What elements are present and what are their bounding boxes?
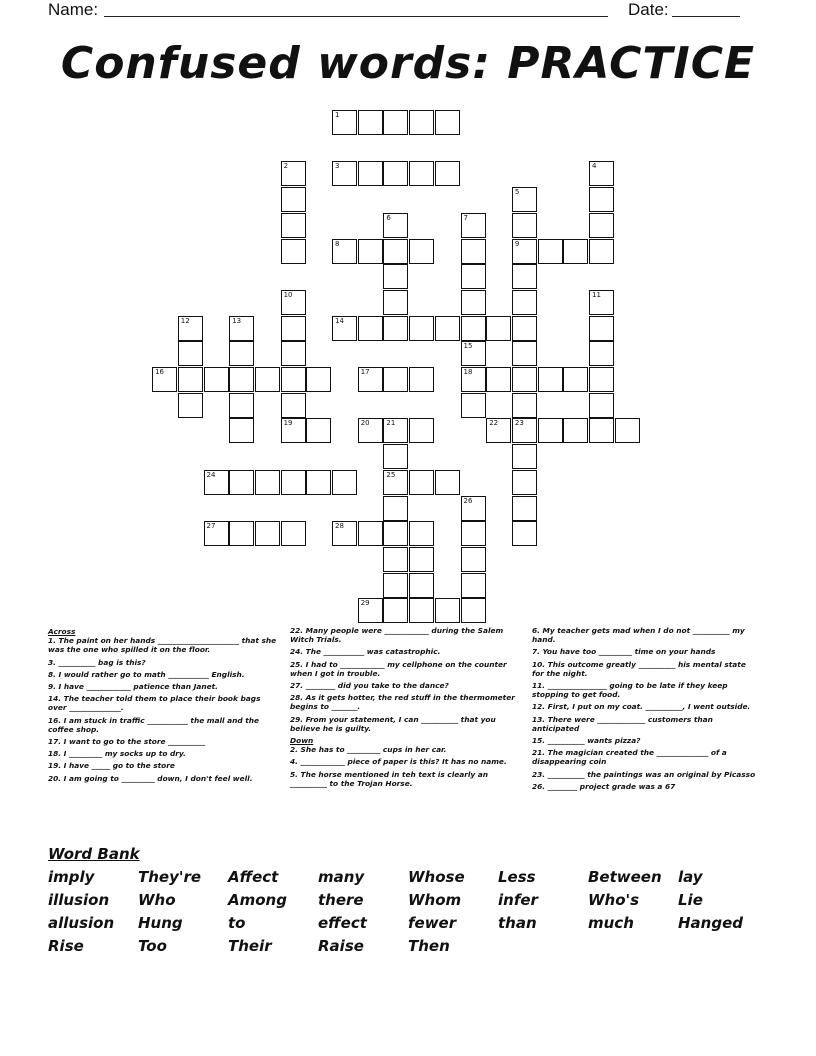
- crossword-cell[interactable]: [589, 187, 614, 212]
- clue-number: 27: [206, 522, 216, 531]
- crossword-cell[interactable]: [486, 367, 511, 392]
- crossword-cell[interactable]: [178, 367, 203, 392]
- page-title: Confused words: PRACTICE: [60, 38, 756, 89]
- clue-number: 18: [463, 368, 473, 376]
- clue-text: 3. __________ bag is this?: [48, 657, 146, 667]
- crossword-cell[interactable]: [383, 496, 408, 521]
- crossword-cell[interactable]: [512, 264, 537, 289]
- clue-number: 20: [360, 419, 370, 428]
- clue-text: 20. I am going to _________ down, I don't feel well.: [48, 773, 253, 783]
- clue-text: 26. ________ project grade was a 67: [532, 781, 676, 791]
- crossword-cell[interactable]: [512, 418, 537, 443]
- crossword-cell[interactable]: [461, 598, 486, 623]
- clue-text: 7. You have too _________ time on your hands: [532, 647, 716, 657]
- crossword-cell[interactable]: [563, 239, 588, 264]
- word-bank-word: Among: [228, 891, 287, 909]
- crossword-cell[interactable]: [589, 290, 614, 315]
- clue-column-2: [290, 626, 518, 791]
- word-bank-word: Whose: [408, 868, 465, 886]
- word-bank-word: effect: [318, 914, 367, 932]
- crossword-cell[interactable]: [281, 470, 306, 495]
- crossword-cell[interactable]: [332, 521, 357, 546]
- crossword-cell[interactable]: [409, 547, 434, 572]
- crossword-cell[interactable]: [409, 367, 434, 392]
- crossword-cell[interactable]: [589, 418, 614, 443]
- clue-number: 1: [335, 111, 340, 119]
- clue-text: 10. This outcome greatly __________ his mental state for the night.: [532, 659, 746, 678]
- clue-number: 23: [514, 419, 524, 428]
- clue-text: 13. There were _____________ customers than anticipated: [532, 714, 713, 733]
- clue-text: 25. I had to ____________ my cellphone on the counter when I got in trouble.: [290, 659, 507, 678]
- clue-number: 21: [386, 419, 396, 428]
- crossword-cell[interactable]: [383, 161, 408, 186]
- crossword-cell[interactable]: [589, 316, 614, 341]
- clue-text: 29. From your statement, I can __________ that you believe he is guilty.: [290, 714, 496, 733]
- crossword-cell[interactable]: [435, 110, 460, 135]
- crossword-cell[interactable]: [332, 161, 357, 186]
- crossword-cell[interactable]: [383, 290, 408, 315]
- crossword-cell[interactable]: [589, 393, 614, 418]
- clue-text: 18. I _________ my socks up to dry.: [48, 749, 186, 759]
- crossword-cell[interactable]: [332, 316, 357, 341]
- clue-number: 22: [489, 419, 499, 428]
- crossword-cell[interactable]: [255, 470, 280, 495]
- crossword-cell[interactable]: [461, 213, 486, 238]
- word-bank-word: Who's: [588, 891, 640, 909]
- clue-column-1: [48, 626, 280, 786]
- clue-text: 27. ________ did you take to the dance?: [290, 681, 449, 691]
- crossword-cell[interactable]: [589, 367, 614, 392]
- word-bank-word: Then: [408, 937, 450, 955]
- crossword-cell[interactable]: [461, 573, 486, 598]
- clue-text: 16. I am stuck in traffic ___________ the mall and the coffee shop.: [48, 715, 260, 734]
- crossword-cell[interactable]: [512, 341, 537, 366]
- crossword-cell[interactable]: [281, 239, 306, 264]
- clue-number: 9: [514, 239, 520, 248]
- crossword-cell[interactable]: [281, 418, 306, 443]
- clue-number: 17: [360, 368, 370, 376]
- word-bank-word: Raise: [318, 937, 364, 955]
- clue-number: 6: [386, 213, 391, 222]
- clue-text: 1. The paint on her hands ______________________ that she was the one who spilled it on the floor.: [48, 636, 277, 655]
- crossword-cell[interactable]: [461, 264, 486, 289]
- crossword-cell[interactable]: [358, 316, 383, 341]
- crossword-cell[interactable]: [461, 341, 486, 366]
- word-bank-word: Hanged: [678, 914, 744, 932]
- clue-text: 24. The ___________ was catastrophic.: [290, 647, 441, 657]
- crossword-cell[interactable]: [229, 521, 254, 546]
- crossword-cell[interactable]: [486, 316, 511, 341]
- crossword-cell[interactable]: [229, 393, 254, 418]
- word-bank-word: Hung: [138, 914, 183, 932]
- word-bank-word: illusion: [48, 891, 110, 909]
- crossword-cell[interactable]: [589, 161, 614, 186]
- crossword-cell[interactable]: [281, 161, 306, 186]
- crossword-cell[interactable]: [152, 367, 177, 392]
- crossword-cell[interactable]: [461, 316, 486, 341]
- word-bank-word: many: [318, 868, 365, 886]
- date-label: Date:: [628, 0, 669, 19]
- word-bank-word: Who: [138, 891, 176, 909]
- clue-number: 24: [206, 470, 216, 479]
- crossword-cell[interactable]: [461, 547, 486, 572]
- word-bank-word: They're: [138, 868, 202, 886]
- crossword-cell[interactable]: [512, 213, 537, 238]
- word-bank-word: to: [228, 914, 246, 932]
- crossword-cell[interactable]: [332, 239, 357, 264]
- clue-text: 19. I have _____ go to the store: [48, 761, 175, 771]
- crossword-cell[interactable]: [435, 598, 460, 623]
- crossword-cell[interactable]: [358, 110, 383, 135]
- word-bank-word: Whom: [408, 891, 462, 909]
- clue-text: 8. I would rather go to math ___________ English.: [48, 669, 245, 679]
- crossword-cell[interactable]: [358, 418, 383, 443]
- crossword-cell[interactable]: [512, 393, 537, 418]
- word-bank-word: Too: [138, 937, 167, 955]
- crossword-cell[interactable]: [383, 418, 408, 443]
- crossword-cell[interactable]: [383, 239, 408, 264]
- word-bank-word: much: [588, 914, 634, 932]
- word-bank-word: Less: [498, 868, 536, 886]
- crossword-cell[interactable]: [358, 598, 383, 623]
- crossword-cell[interactable]: [486, 418, 511, 443]
- clue-number: 4: [592, 162, 597, 171]
- clue-number: 13: [232, 316, 242, 325]
- crossword-cell[interactable]: [229, 418, 254, 443]
- clue-section-heading: Across: [48, 627, 76, 636]
- word-bank-word: allusion: [48, 914, 115, 932]
- crossword-cell[interactable]: [538, 418, 563, 443]
- clue-number: 2: [283, 162, 289, 171]
- clue-number: 14: [335, 316, 344, 325]
- crossword-cell[interactable]: [204, 521, 229, 546]
- word-bank-word: Rise: [48, 937, 84, 955]
- crossword-cell[interactable]: [512, 521, 537, 546]
- clue-text: 6. My teacher gets mad when I do not __________ my hand.: [532, 626, 745, 645]
- crossword-cell[interactable]: [383, 264, 408, 289]
- clue-text: 14. The teacher told them to place their book bags over ______________.: [48, 694, 261, 713]
- word-bank-title: Word Bank: [48, 845, 140, 863]
- clue-text: 15. __________ wants pizza?: [532, 736, 641, 746]
- clue-number: 7: [463, 213, 468, 222]
- crossword-cell[interactable]: [589, 213, 614, 238]
- crossword-cell[interactable]: [204, 367, 229, 392]
- crossword-cell[interactable]: [461, 521, 486, 546]
- crossword-cell[interactable]: [409, 239, 434, 264]
- clue-text: 23. __________ the paintings was an original by Picasso: [532, 769, 756, 779]
- clue-text: 28. As it gets hotter, the red stuff in the thermometer begins to _______.: [290, 693, 515, 712]
- word-bank-word: Lie: [678, 891, 703, 909]
- clue-number: 8: [335, 239, 340, 248]
- word-bank-word: infer: [498, 891, 538, 909]
- clue-text: 2. She has to _________ cups in her car.: [290, 745, 447, 755]
- crossword-cell[interactable]: [383, 213, 408, 238]
- crossword-cell[interactable]: [178, 393, 203, 418]
- crossword-cell[interactable]: [383, 110, 408, 135]
- word-bank-word: imply: [48, 868, 95, 886]
- crossword-cell[interactable]: [255, 521, 280, 546]
- crossword-cell[interactable]: [435, 161, 460, 186]
- crossword-cell[interactable]: [512, 444, 537, 469]
- crossword-cell[interactable]: [409, 161, 434, 186]
- crossword-cell[interactable]: [229, 316, 254, 341]
- clue-number: 26: [463, 496, 473, 505]
- crossword-cell[interactable]: [383, 316, 408, 341]
- crossword-cell[interactable]: [538, 239, 563, 264]
- crossword-cell[interactable]: [461, 239, 486, 264]
- word-bank-word: lay: [678, 868, 703, 886]
- crossword-cell[interactable]: [229, 470, 254, 495]
- crossword-cell[interactable]: [178, 341, 203, 366]
- clue-number: 19: [283, 419, 293, 428]
- crossword-cell[interactable]: [461, 496, 486, 521]
- crossword-cell[interactable]: [615, 418, 640, 443]
- crossword-cell[interactable]: [229, 367, 254, 392]
- crossword-cell[interactable]: [512, 367, 537, 392]
- clue-number: 28: [335, 522, 344, 531]
- crossword-cell[interactable]: [383, 573, 408, 598]
- crossword-cell[interactable]: [306, 367, 331, 392]
- crossword-cell[interactable]: [409, 316, 434, 341]
- crossword-cell[interactable]: [512, 496, 537, 521]
- crossword-cell[interactable]: [512, 239, 537, 264]
- crossword-cell[interactable]: [589, 239, 614, 264]
- crossword-cell[interactable]: [512, 316, 537, 341]
- crossword-cell[interactable]: [281, 213, 306, 238]
- crossword-cell[interactable]: [204, 470, 229, 495]
- crossword-cell[interactable]: [461, 367, 486, 392]
- word-bank-word: Their: [228, 937, 272, 955]
- clue-number: 5: [514, 188, 520, 197]
- clue-text: 21. The magician created the ______________ of a disappearing coin: [532, 748, 727, 767]
- crossword-cell[interactable]: [281, 367, 306, 392]
- crossword-cell[interactable]: [358, 161, 383, 186]
- clue-text: 12. First, I put on my coat. __________, I went outside.: [532, 702, 751, 712]
- crossword-cell[interactable]: [409, 598, 434, 623]
- crossword-cell[interactable]: [358, 521, 383, 546]
- crossword-cell[interactable]: [358, 367, 383, 392]
- clue-number: 16: [155, 368, 165, 376]
- crossword-cell[interactable]: [383, 367, 408, 392]
- crossword-cell[interactable]: [383, 521, 408, 546]
- crossword-cell[interactable]: [409, 521, 434, 546]
- crossword-cell[interactable]: [383, 470, 408, 495]
- crossword-cell[interactable]: [461, 290, 486, 315]
- clue-number: 11: [592, 290, 601, 299]
- crossword-cell[interactable]: [538, 367, 563, 392]
- clue-text: 4. ____________ piece of paper is this? It has no name.: [290, 757, 507, 767]
- crossword-cell[interactable]: [383, 598, 408, 623]
- crossword-cell[interactable]: [281, 316, 306, 341]
- crossword-cell[interactable]: [281, 521, 306, 546]
- clue-number: 3: [335, 162, 340, 171]
- crossword-cell[interactable]: [512, 470, 537, 495]
- crossword-cell[interactable]: [409, 470, 434, 495]
- crossword-cell[interactable]: [409, 418, 434, 443]
- clue-number: 29: [360, 599, 370, 608]
- clue-number: 10: [283, 290, 293, 299]
- crossword-cell[interactable]: [358, 239, 383, 264]
- crossword-cell[interactable]: [435, 470, 460, 495]
- crossword-cell[interactable]: [281, 341, 306, 366]
- crossword-cell[interactable]: [512, 290, 537, 315]
- crossword-cell[interactable]: [332, 110, 357, 135]
- crossword-cell[interactable]: [461, 393, 486, 418]
- word-bank-word: than: [498, 914, 537, 932]
- clue-text: 5. The horse mentioned in teh text is clearly an __________ to the Trojan Horse.: [290, 769, 489, 788]
- crossword-cell[interactable]: [512, 187, 537, 212]
- crossword-cell[interactable]: [563, 367, 588, 392]
- crossword-cell[interactable]: [306, 470, 331, 495]
- crossword-cell[interactable]: [306, 418, 331, 443]
- clue-text: 17. I want to go to the store __________: [48, 737, 206, 747]
- crossword-cell[interactable]: [383, 547, 408, 572]
- crossword-cell[interactable]: [563, 418, 588, 443]
- crossword-cell[interactable]: [178, 316, 203, 341]
- crossword-cell[interactable]: [281, 393, 306, 418]
- crossword-cell[interactable]: [589, 341, 614, 366]
- clue-section-heading: Down: [290, 736, 314, 746]
- crossword-cell[interactable]: [255, 367, 280, 392]
- crossword-cell[interactable]: [332, 470, 357, 495]
- clue-number: 12: [180, 316, 190, 325]
- clue-text: 22. Many people were ____________ during the Salem Witch Trials.: [290, 626, 504, 645]
- crossword-cell[interactable]: [383, 444, 408, 469]
- clue-number: 25: [386, 470, 396, 479]
- crossword-cell[interactable]: [281, 187, 306, 212]
- crossword-cell[interactable]: [409, 110, 434, 135]
- clue-number: 15: [463, 342, 473, 351]
- clue-text: 9. I have ____________ patience than Janet.: [48, 682, 218, 692]
- crossword-cell[interactable]: [229, 341, 254, 366]
- word-bank-word: there: [318, 891, 364, 909]
- clue-text: 11. ________________ going to be late if they keep stopping to get food.: [532, 681, 728, 700]
- crossword-cell[interactable]: [435, 316, 460, 341]
- word-bank-word: Between: [588, 868, 662, 886]
- name-label: Name:: [48, 0, 99, 19]
- clue-column-3: [532, 626, 760, 794]
- word-bank-word: fewer: [408, 914, 457, 932]
- crossword-cell[interactable]: [281, 290, 306, 315]
- word-bank-word: Affect: [228, 868, 279, 886]
- crossword-cell[interactable]: [409, 573, 434, 598]
